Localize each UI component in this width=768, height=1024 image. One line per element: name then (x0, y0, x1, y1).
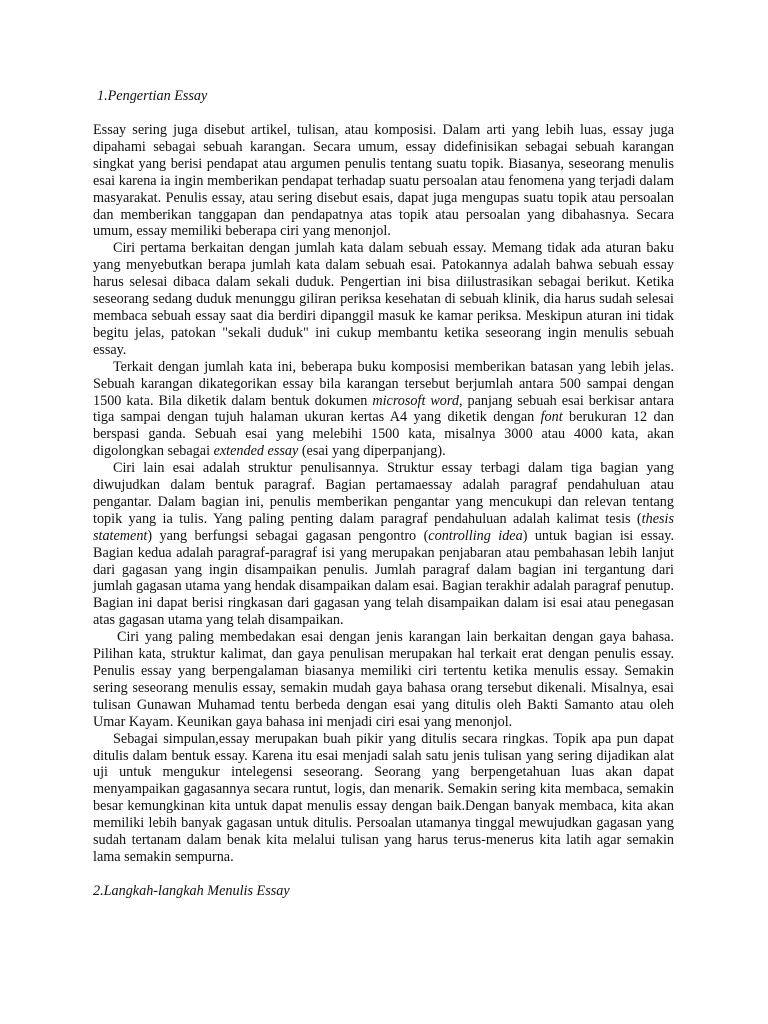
document-page (93, 88, 674, 900)
paragraph-3 (93, 359, 674, 460)
text-run: Terkait dengan jumlah kata ini, beberapa buku komposisi memberikan batasan yang lebih jelas. Sebuah karangan dikategorikan essay bila karangan tersebut berjumlah antara 500 sampai dengan 1500 kata. Bila diketik dalam bentuk dokumen (93, 358, 674, 409)
paragraph-6 (93, 731, 674, 866)
paragraph-1 (93, 122, 674, 240)
section-heading-2: 2.Langkah-langkah Menulis Essay (93, 882, 290, 899)
text-run: Essay sering juga disebut artikel, tulisan, atau komposisi. Dalam arti yang lebih luas, essay juga dipahami sebagai sebuah karangan. Secara umum, essay didefinisikan sebagai sebuah karangan singkat yang berisi pendapat atau argumen penulis tentang suatu topik. Biasanya, seseorang menulis esai karena ia ingin memberikan pendapat terhadap suatu persoalan atau fenomena yang terjadi dalam masyarakat. Penulis essay, atau sering disebut esais, dapat juga mengupas suatu topik atau persoalan dan memberikan tanggapan dan pendapatnya atas topik atau persoalan yang dibahasnya. Secara umum, essay memiliki beberapa ciri yang menonjol. (93, 122, 674, 240)
text-run: Ciri pertama berkaitan dengan jumlah kata dalam sebuah essay. Memang tidak ada aturan baku yang menyebutkan berapa jumlah kata dalam sebuah esai. Patokannya adalah bahwa sebuah essay harus selesai dibaca dalam sekali duduk. Pengertian ini bisa diilustrasikan sebagai berikut. Ketika seseorang sedang duduk menunggu giliran periksa kesehatan di sebuah klinik, dia harus sudah selesai membaca sebuah essay saat dia berdiri dipanggil masuk ke kamar periksa. Meskipun aturan ini tidak begitu jelas, patokan "sekali duduk" ini cukup membantu ketika seseorang ingin menulis sebuah essay. (93, 240, 674, 358)
text-run: ) untuk bagian isi essay. Bagian kedua adalah paragraf-paragraf isi yang merupakan penjabaran atau pembahasan lebih lanjut dari gagasan yang ingin disampaikan penulis. Jumlah paragraf dalam bagian ini tergantung dari jumlah gagasan utama yang hendak disampaikan dalam esai. Bagian terakhir adalah paragraf penutup. Bagian ini dapat berisi ringkasan dari gagasan yang telah disampaikan dalam isi esai atau penegasan atas gagasan utama yang telah disampaikan. (93, 527, 674, 629)
italic-term: font (540, 409, 563, 426)
section-heading-1: 1.Pengertian Essay (97, 88, 208, 104)
italic-term: extended essay (213, 443, 299, 460)
italic-term: thesis statement (93, 510, 674, 544)
paragraph-2 (93, 240, 674, 358)
paragraph-4 (93, 460, 674, 629)
text-run: ) yang berfungsi sebagai gagasan pengontro ( (147, 527, 429, 544)
paragraph-5 (93, 629, 674, 730)
text-run: Ciri lain esai adalah struktur penulisannya. Struktur essay terbagi dalam tiga bagian yang diwujudkan dalam bentuk paragraf. Bagian pertamaessay adalah paragraf pendahuluan atau pengantar. Dalam bagian ini, penulis memberikan pengantar yang mencukupi dan relevan tentang topik yang ia tulis. Yang paling penting dalam paragraf pendahuluan adalah kalimat tesis ( (93, 460, 674, 527)
text-run: berukuran 12 dan berspasi ganda. Sebuah esai yang melebihi 1500 kata, misalnya 3000 atau 4000 kata, akan digolongkan sebagai (93, 409, 674, 460)
text-run: Ciri yang paling membedakan esai dengan jenis karangan lain berkaitan dengan gaya bahasa. Pilihan kata, struktur kalimat, dan gaya penulisan merupakan hal terkait erat dengan penulis essay. Penulis essay yang berpengalaman biasanya memiliki ciri tertentu ketika menulis essay. Semakin sering seseorang menulis essay, semakin mudah gaya bahasa orang tersebut dikenali. Misalnya, esai tulisan Gunawan Muhamad tentu berbeda dengan esai yang ditulis oleh Bakti Samanto atau oleh Umar Kayam. Keunikan gaya bahasa ini menjadi ciri esai yang menonjol. (93, 629, 674, 730)
text-run: Sebagai simpulan,essay merupakan buah pikir yang ditulis secara ringkas. Topik apa pun dapat ditulis dalam bentuk essay. Karena itu esai menjadi salah satu jenis tulisan yang sering dijadikan alat uji untuk mengukur intelegensi seseorang. Seorang yang berpengetahuan luas akan dapat menyampaikan gagasannya secara runtut, logis, dan menarik. Semakin sering kita membaca, semakin besar kemungkinan kita untuk dapat menulis essay dengan baik.Dengan banyak membaca, kita akan memiliki lebih banyak gagasan untuk ditulis. Persoalan utamanya tinggal mewujudkan gagasan yang sudah tertanam dalam benak kita melalui tulisan yang harus terus-menerus kita latih agar semakin lama semakin sempurna. (93, 730, 674, 865)
text-run: (esai yang diperpanjang). (298, 443, 446, 460)
italic-term: microsoft word (372, 392, 459, 409)
italic-term: controlling idea (428, 527, 523, 544)
text-run: , panjang sebuah esai berkisar antara tiga sampai dengan tujuh halaman ukuran kertas A4 yang diketik dengan (93, 392, 674, 426)
